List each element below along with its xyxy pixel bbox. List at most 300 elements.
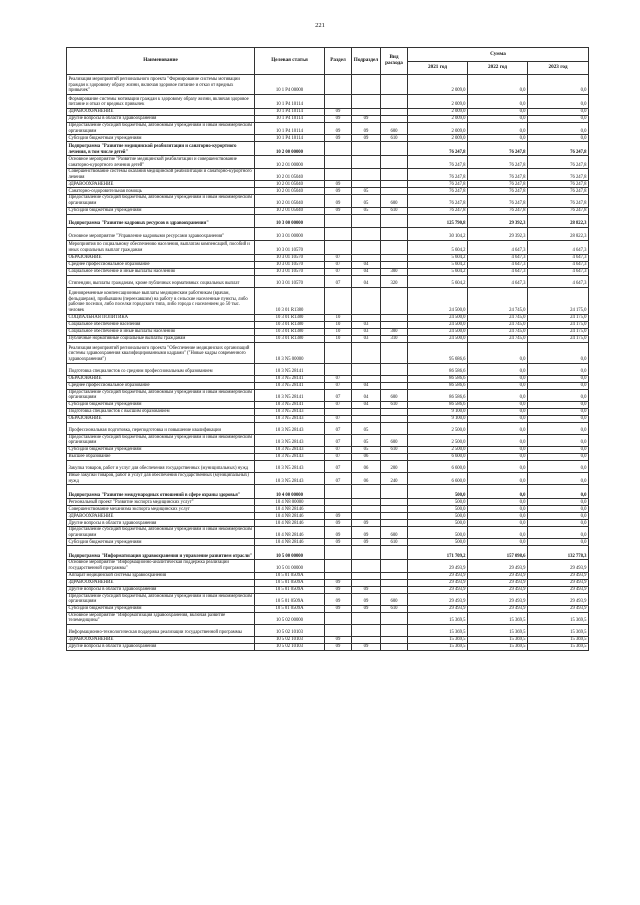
cell-name: Среднее профессиональное образование (67, 382, 255, 389)
cell-section: 10 (325, 314, 352, 321)
cell-2021: 2 009,0 (408, 123, 468, 135)
table-row (67, 254, 589, 261)
cell-2021: 86 586,6 (408, 401, 468, 408)
col-header-section: Раздел (325, 48, 352, 75)
cell-name: Подпрограмма "Развитие международных отношений в сфере охраны здоровья" (67, 485, 255, 499)
cell-expense: 600 (381, 434, 408, 446)
table-row (67, 605, 589, 612)
cell-2023: 0,0 (528, 408, 589, 415)
cell-name: Санаторно-оздоровительная помощь (67, 188, 255, 195)
cell-2023: 76 247,8 (528, 188, 589, 195)
table-row (67, 363, 589, 375)
col-header-target: Целевая статья (255, 48, 325, 75)
cell-2022: 29 392,3 (468, 214, 528, 227)
cell-2023: 0,0 (528, 434, 589, 446)
cell-section: 07 (325, 422, 352, 434)
cell-2021: 2 009,0 (408, 75, 468, 95)
cell-name: Основное мероприятие "Управление кадровыми ресурсами здравоохранения" (67, 227, 255, 240)
table-row (67, 268, 589, 275)
cell-2021: 24 500,0 (408, 328, 468, 335)
table-row (67, 109, 589, 116)
cell-name: ОБРАЗОВАНИЕ (67, 375, 255, 382)
cell-2022: 0,0 (468, 513, 528, 520)
cell-2023: 15 369,5 (528, 624, 589, 636)
cell-name: Предоставление субсидий бюджетным, автономным учреждениям и иным некоммерческим организациям (67, 527, 255, 539)
cell-2022: 0,0 (468, 453, 528, 460)
cell-2021: 29 493,9 (408, 593, 468, 605)
cell-2023: 4 647,3 (528, 254, 589, 261)
cell-section (325, 287, 352, 314)
cell-2023: 0,0 (528, 116, 589, 123)
cell-name: Субсидии бюджетным учреждениям (67, 605, 255, 612)
cell-section: 09 (325, 605, 352, 612)
page-number: 221 (315, 22, 325, 29)
cell-subsection (352, 506, 381, 513)
table-row (67, 261, 589, 268)
cell-subsection (352, 240, 381, 254)
cell-2021: 5 604,2 (408, 261, 468, 268)
cell-section: 09 (325, 181, 352, 188)
cell-2021: 76 247,8 (408, 207, 468, 214)
table-row (67, 321, 589, 328)
cell-subsection (352, 254, 381, 261)
cell-2021: 76 247,8 (408, 181, 468, 188)
cell-2022: 76 247,8 (468, 156, 528, 169)
cell-expense (381, 116, 408, 123)
table-row (67, 169, 589, 181)
cell-section: 07 (325, 375, 352, 382)
cell-target: 10 3 N5 28141 (255, 375, 325, 382)
cell-expense (381, 363, 408, 375)
col-header-sum: Сумма (408, 48, 589, 62)
cell-2022: 29 493,9 (468, 579, 528, 586)
cell-2022: 0,0 (468, 389, 528, 401)
cell-expense (381, 287, 408, 314)
cell-subsection: 05 (352, 446, 381, 453)
cell-2023: 76 247,8 (528, 156, 589, 169)
cell-name: Субсидии бюджетным учреждениям (67, 207, 255, 214)
cell-subsection: 09 (352, 539, 381, 546)
cell-name: Субсидии бюджетным учреждениям (67, 539, 255, 546)
cell-2023: 76 247,8 (528, 181, 589, 188)
table-row (67, 636, 589, 643)
cell-section (325, 156, 352, 169)
cell-2022: 24 745,0 (468, 321, 528, 328)
cell-section: 07 (325, 460, 352, 472)
cell-name: Подготовка специалистов со средним профессиональным образованием (67, 363, 255, 375)
cell-name: ЗДРАВООХРАНЕНИЕ (67, 181, 255, 188)
cell-subsection (352, 624, 381, 636)
cell-subsection (352, 214, 381, 227)
cell-target: 10 4 N8 00000 (255, 499, 325, 506)
cell-section (325, 408, 352, 415)
cell-2023: 24 175,0 (528, 328, 589, 335)
cell-2023: 0,0 (528, 472, 589, 484)
cell-2023: 76 247,8 (528, 142, 589, 156)
cell-2023: 76 247,8 (528, 169, 589, 181)
cell-subsection: 05 (352, 207, 381, 214)
cell-expense (381, 156, 408, 169)
table-row (67, 214, 589, 227)
cell-2022: 4 647,3 (468, 275, 528, 287)
table-row (67, 560, 589, 572)
cell-2022: 0,0 (468, 75, 528, 95)
cell-target: 10 5 01 0509А (255, 572, 325, 579)
cell-section: 10 (325, 328, 352, 335)
cell-subsection: 06 (352, 453, 381, 460)
table-row (67, 335, 589, 342)
cell-name: Аппарат медицинской системы здравоохранения (67, 572, 255, 579)
cell-section: 09 (325, 123, 352, 135)
cell-expense (381, 188, 408, 195)
cell-2022: 15 369,5 (468, 624, 528, 636)
cell-expense (381, 142, 408, 156)
cell-2023: 0,0 (528, 415, 589, 422)
cell-subsection (352, 314, 381, 321)
cell-section (325, 572, 352, 579)
table-row (67, 453, 589, 460)
cell-name: Основное мероприятие "Информационно-аналитическая поддержка реализации государственной программы" (67, 560, 255, 572)
cell-expense (381, 75, 408, 95)
cell-2022: 76 247,8 (468, 207, 528, 214)
cell-subsection: 04 (352, 389, 381, 401)
cell-subsection (352, 95, 381, 109)
cell-section: 09 (325, 188, 352, 195)
cell-target: 10 3 01 R1380 (255, 287, 325, 314)
cell-2021: 86 586,6 (408, 389, 468, 401)
cell-subsection (352, 375, 381, 382)
cell-target: 10 2 01 05040 (255, 169, 325, 181)
table-row (67, 434, 589, 446)
cell-2023: 4 647,3 (528, 275, 589, 287)
cell-subsection: 09 (352, 605, 381, 612)
cell-subsection (352, 142, 381, 156)
cell-subsection (352, 579, 381, 586)
cell-name: Предоставление субсидий бюджетным, автономным учреждениям и иным некоммерческим организациям (67, 195, 255, 207)
cell-2023: 0,0 (528, 499, 589, 506)
cell-name: Региональный проект "Развитие экспорта медицинских услуг" (67, 499, 255, 506)
cell-section (325, 169, 352, 181)
cell-name: Профессиональная подготовка, переподготовка и повышение квалификации (67, 422, 255, 434)
cell-name: Предоставление субсидий бюджетным, автономным учреждениям и иным некоммерческим организациям (67, 593, 255, 605)
cell-subsection (352, 342, 381, 363)
cell-2022: 0,0 (468, 539, 528, 546)
cell-2021: 5 604,2 (408, 268, 468, 275)
cell-2023: 0,0 (528, 123, 589, 135)
cell-2022: 24 745,0 (468, 328, 528, 335)
cell-expense: 310 (381, 335, 408, 342)
cell-name: Основное мероприятие "Развитие медицинской реабилитации и совершенствование санаторно-курортного лечения детей" (67, 156, 255, 169)
cell-expense (381, 579, 408, 586)
cell-2021: 29 493,9 (408, 572, 468, 579)
cell-section (325, 499, 352, 506)
cell-2023: 0,0 (528, 95, 589, 109)
cell-expense: 610 (381, 207, 408, 214)
cell-target: 10 2 01 05040 (255, 181, 325, 188)
cell-expense (381, 321, 408, 328)
cell-2022: 76 247,8 (468, 195, 528, 207)
cell-expense: 300 (381, 268, 408, 275)
cell-section: 07 (325, 389, 352, 401)
cell-2021: 2 500,0 (408, 422, 468, 434)
cell-target: 10 3 00 00000 (255, 214, 325, 227)
cell-expense (381, 314, 408, 321)
cell-expense: 240 (381, 472, 408, 484)
cell-expense: 320 (381, 275, 408, 287)
col-header-subsection: Подраздел (352, 48, 381, 75)
cell-2022: 15 369,5 (468, 612, 528, 624)
cell-target: 10 2 01 05040 (255, 188, 325, 195)
cell-2022: 0,0 (468, 109, 528, 116)
cell-2022: 0,0 (468, 401, 528, 408)
cell-2022: 29 493,9 (468, 593, 528, 605)
cell-target: 10 5 02 10103 (255, 636, 325, 643)
cell-expense: 610 (381, 446, 408, 453)
table-body (67, 75, 589, 651)
table-row (67, 472, 589, 484)
table-row (67, 612, 589, 624)
cell-name: Реализация мероприятий регионального проекта "Обеспечение медицинских организаций системы здравоохранения квалифицированными кадрами" ("Новые кадры современного здравоохранения") (67, 342, 255, 363)
cell-2021: 24 500,0 (408, 321, 468, 328)
cell-name: Другие вопросы в области здравоохранения (67, 520, 255, 527)
cell-target: 10 3 01 R1380 (255, 321, 325, 328)
cell-2023: 28 822,3 (528, 227, 589, 240)
table-row (67, 123, 589, 135)
cell-2021: 2 009,0 (408, 95, 468, 109)
cell-subsection (352, 636, 381, 643)
table-row (67, 401, 589, 408)
cell-target: 10 4 00 00000 (255, 485, 325, 499)
cell-subsection (352, 227, 381, 240)
cell-expense (381, 485, 408, 499)
table-row (67, 382, 589, 389)
cell-2023: 0,0 (528, 539, 589, 546)
cell-target: 10 3 N5 28143 (255, 434, 325, 446)
cell-2022: 76 247,8 (468, 188, 528, 195)
cell-2023: 15 369,5 (528, 643, 589, 650)
cell-section: 10 (325, 321, 352, 328)
cell-target: 10 3 01 10570 (255, 240, 325, 254)
cell-2023: 0,0 (528, 446, 589, 453)
cell-expense (381, 453, 408, 460)
cell-2022: 0,0 (468, 363, 528, 375)
cell-2023: 29 493,9 (528, 593, 589, 605)
table-row (67, 314, 589, 321)
cell-subsection: 05 (352, 422, 381, 434)
cell-name: ОБРАЗОВАНИЕ (67, 254, 255, 261)
cell-section (325, 546, 352, 560)
table-row (67, 142, 589, 156)
table-row (67, 135, 589, 142)
cell-2022: 0,0 (468, 460, 528, 472)
table-row (67, 75, 589, 95)
cell-section: 07 (325, 434, 352, 446)
cell-2022: 24 745,0 (468, 335, 528, 342)
cell-target: 10 3 01 00000 (255, 227, 325, 240)
cell-target: 10 5 01 0509А (255, 579, 325, 586)
cell-2021: 15 369,5 (408, 636, 468, 643)
table-row (67, 513, 589, 520)
table-row (67, 227, 589, 240)
cell-section (325, 485, 352, 499)
table-row (67, 287, 589, 314)
cell-2023: 29 493,9 (528, 560, 589, 572)
cell-2021: 6 600,0 (408, 453, 468, 460)
cell-subsection (352, 485, 381, 499)
cell-2022: 4 647,3 (468, 240, 528, 254)
cell-name: Закупка товаров, работ и услуг для обеспечения государственных (муниципальных) нужд (67, 460, 255, 472)
cell-expense: 600 (381, 195, 408, 207)
cell-subsection (352, 513, 381, 520)
cell-2022: 0,0 (468, 520, 528, 527)
table-row (67, 207, 589, 214)
cell-subsection (352, 612, 381, 624)
cell-2023: 76 247,8 (528, 195, 589, 207)
table-row (67, 539, 589, 546)
cell-section: 09 (325, 207, 352, 214)
cell-target: 10 5 01 0509А (255, 605, 325, 612)
cell-2023: 4 647,3 (528, 261, 589, 268)
cell-section: 07 (325, 401, 352, 408)
cell-name: Предоставление субсидий бюджетным, автономным учреждениям и иным некоммерческим организациям (67, 434, 255, 446)
cell-2022: 0,0 (468, 446, 528, 453)
cell-subsection: 06 (352, 472, 381, 484)
cell-section: 07 (325, 453, 352, 460)
cell-2021: 86 586,6 (408, 363, 468, 375)
cell-target: 10 3 01 R1380 (255, 335, 325, 342)
table-row (67, 195, 589, 207)
cell-2023: 4 647,3 (528, 268, 589, 275)
cell-2021: 2 009,0 (408, 109, 468, 116)
cell-2023: 0,0 (528, 527, 589, 539)
cell-name: Подпрограмма "Развитие медицинской реабилитации и санаторно-курортного лечения, в том числе детей" (67, 142, 255, 156)
cell-2022: 15 369,5 (468, 636, 528, 643)
cell-2021: 2 009,0 (408, 135, 468, 142)
cell-2021: 5 604,2 (408, 275, 468, 287)
cell-2023: 0,0 (528, 453, 589, 460)
cell-2021: 500,0 (408, 539, 468, 546)
table-row (67, 408, 589, 415)
cell-2021: 15 369,5 (408, 624, 468, 636)
cell-subsection: 04 (352, 382, 381, 389)
cell-2022: 24 745,0 (468, 287, 528, 314)
cell-expense: 610 (381, 401, 408, 408)
cell-section: 07 (325, 268, 352, 275)
cell-section (325, 363, 352, 375)
cell-2023: 24 175,0 (528, 287, 589, 314)
cell-name: Субсидии бюджетным учреждениям (67, 401, 255, 408)
cell-2022: 29 392,3 (468, 227, 528, 240)
cell-2022: 0,0 (468, 472, 528, 484)
cell-target: 10 3 N5 28143 (255, 415, 325, 422)
cell-subsection: 05 (352, 434, 381, 446)
cell-target: 10 4 N8 28146 (255, 520, 325, 527)
cell-section: 09 (325, 195, 352, 207)
cell-expense: 610 (381, 539, 408, 546)
cell-2021: 95 686,6 (408, 342, 468, 363)
cell-section: 09 (325, 539, 352, 546)
cell-2021: 2 009,0 (408, 116, 468, 123)
cell-target: 10 3 N5 28143 (255, 460, 325, 472)
cell-subsection: 03 (352, 335, 381, 342)
cell-2021: 5 604,2 (408, 254, 468, 261)
cell-2021: 500,0 (408, 485, 468, 499)
col-header-2021: 2021 год (408, 62, 468, 75)
cell-2022: 4 647,3 (468, 254, 528, 261)
cell-target: 10 3 N5 28141 (255, 389, 325, 401)
cell-subsection: 09 (352, 527, 381, 539)
cell-target: 10 4 N8 28146 (255, 527, 325, 539)
table-row (67, 181, 589, 188)
cell-name: ЗДРАВООХРАНЕНИЕ (67, 513, 255, 520)
table-row (67, 485, 589, 499)
cell-target: 10 3 N5 28143 (255, 408, 325, 415)
cell-name: Основное мероприятие "Информатизация здравоохранения, включая развитие телемедицины" (67, 612, 255, 624)
cell-2021: 76 247,8 (408, 142, 468, 156)
table-row (67, 116, 589, 123)
cell-2022: 157 098,6 (468, 546, 528, 560)
table-row (67, 527, 589, 539)
cell-2022: 76 247,8 (468, 181, 528, 188)
cell-2022: 0,0 (468, 415, 528, 422)
cell-2022: 0,0 (468, 116, 528, 123)
cell-target: 10 1 P4 10114 (255, 95, 325, 109)
cell-subsection: 06 (352, 460, 381, 472)
cell-section (325, 240, 352, 254)
cell-subsection: 09 (352, 135, 381, 142)
cell-section: 09 (325, 643, 352, 650)
cell-section: 09 (325, 579, 352, 586)
cell-2022: 76 247,8 (468, 142, 528, 156)
cell-name: Реализация мероприятий регионального проекта "Формирование системы мотивации граждан к здоровому образу жизни, включая здоровое питание и отказ от вредных привычек" (67, 75, 255, 95)
table-row (67, 506, 589, 513)
cell-subsection: 03 (352, 321, 381, 328)
cell-2022: 0,0 (468, 434, 528, 446)
cell-2022: 0,0 (468, 342, 528, 363)
table-row (67, 342, 589, 363)
table-row (67, 389, 589, 401)
cell-expense: 610 (381, 135, 408, 142)
table-row (67, 95, 589, 109)
cell-expense (381, 506, 408, 513)
cell-section: 09 (325, 109, 352, 116)
cell-section: 09 (325, 636, 352, 643)
cell-section (325, 214, 352, 227)
cell-target: 10 5 01 0509А (255, 593, 325, 605)
cell-2023: 0,0 (528, 363, 589, 375)
cell-section: 07 (325, 415, 352, 422)
cell-2023: 132 778,3 (528, 546, 589, 560)
cell-2021: 6 600,0 (408, 460, 468, 472)
cell-subsection (352, 169, 381, 181)
cell-name: ОБРАЗОВАНИЕ (67, 415, 255, 422)
cell-subsection (352, 415, 381, 422)
cell-2022: 0,0 (468, 95, 528, 109)
cell-expense (381, 382, 408, 389)
cell-2021: 500,0 (408, 513, 468, 520)
cell-name: Другие вопросы в области здравоохранения (67, 586, 255, 593)
cell-name: ЗДРАВООХРАНЕНИЕ (67, 109, 255, 116)
cell-name: Подготовка специалистов с высшим образованием (67, 408, 255, 415)
cell-expense (381, 643, 408, 650)
cell-subsection (352, 109, 381, 116)
col-header-2023: 2023 год (528, 62, 589, 75)
cell-name: Единовременные компенсационные выплаты медицинским работникам (врачам, фельдшерам), прибывшим (переехавшим) на работу в сельские населенные пункты, либо рабочие поселки, либо поселки городского типа, либо города с населением до 50 тыс. человек (67, 287, 255, 314)
cell-target: 10 5 00 00000 (255, 546, 325, 560)
table-row (67, 624, 589, 636)
cell-subsection (352, 499, 381, 506)
cell-target: 10 3 N5 28141 (255, 382, 325, 389)
